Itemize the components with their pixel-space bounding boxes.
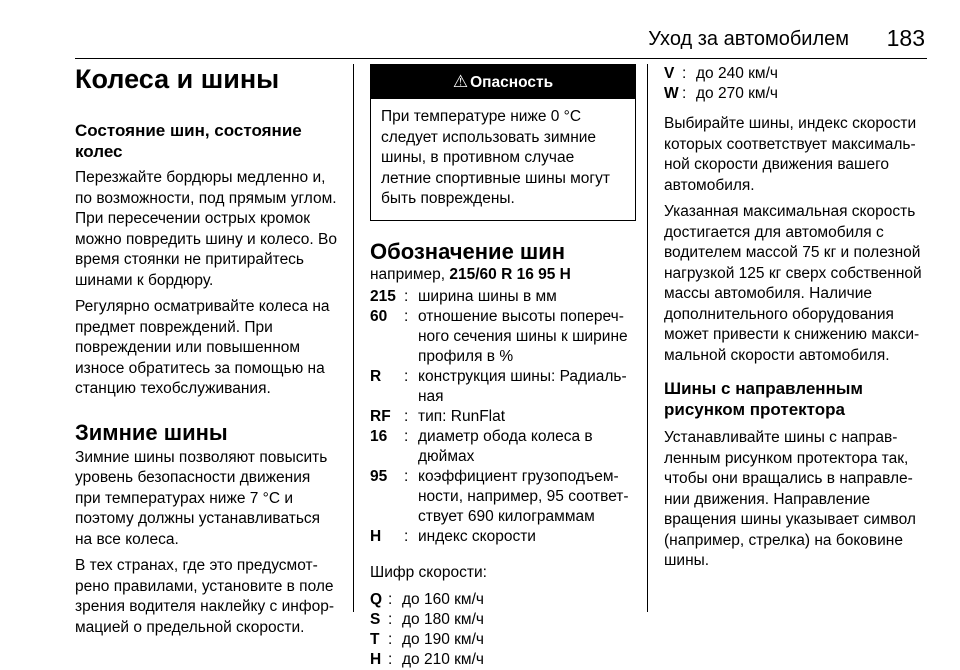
speed-desc: до 270 км/ч — [696, 85, 778, 102]
speed-desc: до 190 км/ч — [402, 630, 484, 648]
example-line — [370, 265, 636, 286]
speed-desc: до 160 км/ч — [402, 590, 484, 608]
designation-row: RF : тип: RunFlat — [370, 407, 636, 427]
speed-key: T — [370, 630, 380, 648]
paragraph-speed-index: Выбирайте шины, индекс скорости которых соответствует максимальной скорости движения вашего автомобиля. — [664, 115, 917, 194]
page-number: 183 — [886, 25, 925, 51]
example-prefix: например, — [370, 265, 450, 283]
paragraph-speed-sticker: В тех странах, где это предусмотрено правилами, установите в поле зрения водителя наклейку с информацией о предельной скорости. — [75, 557, 334, 636]
speed-row: T : до 190 км/ч — [370, 630, 636, 650]
designation-desc: коэффициент грузоподъемности, например, 95 соответствует 690 килограммам — [418, 468, 629, 525]
column-3 — [664, 64, 932, 572]
speed-row: Q : до 160 км/ч — [370, 590, 636, 610]
paragraph-directional-tires: Устанавливайте шины с направленным рисунком протектора так, чтобы они вращались в направлении движения. Направление вращения шины указывает символ (например, стрелка) на боковине шины. — [664, 429, 916, 569]
paragraph-max-speed: Указанная максимальная скорость достигается для автомобиля с водителем массой 75 кг и полезной нагрузкой 125 кг сверх собственной массы автомобиля. Наличие дополнительного оборудования может привести к снижению максимальной скорости автомобиля. — [664, 203, 922, 364]
speed-desc: до 210 км/ч — [402, 650, 484, 668]
designation-row: 215 : ширина шины в мм — [370, 287, 636, 307]
designation-key: RF — [370, 408, 391, 425]
paragraph-winter-tires: Зимние шины позволяют повысить уровень безопасности движения при температурах ниже 7 °C и поэтому должны устанавливаться на все колеса. — [75, 448, 328, 548]
warning-title: Опасность — [470, 74, 554, 91]
speed-row: V : до 240 км/ч — [664, 64, 932, 84]
example-code: 215/60 R 16 95 H — [449, 265, 571, 283]
designation-desc: ширина шины в мм — [418, 288, 557, 305]
speed-key: H — [370, 650, 382, 668]
speed-key: Q — [370, 590, 383, 608]
designation-desc: конструкция шины: Радиальная — [418, 368, 627, 405]
speed-key: V — [664, 65, 675, 82]
designation-desc: индекс скорости — [418, 528, 536, 545]
designation-row: 60 : отношение высоты поперечного сечения шины к ширине профиля в % — [370, 307, 636, 367]
speed-row: S : до 180 км/ч — [370, 610, 636, 630]
speed-code-intro: Шифр скорости: — [370, 564, 487, 581]
designation-list — [370, 287, 636, 547]
section-title: Уход за автомобилем — [648, 28, 849, 50]
designation-row: 16 : диаметр обода колеса в дюймах — [370, 427, 636, 467]
subheading-directional-tires: Шины с направленным рисунком протектора — [664, 379, 863, 419]
designation-desc: диаметр обода колеса в дюймах — [418, 428, 593, 465]
heading-tire-designation: Обозначение шин — [370, 238, 566, 264]
designation-key: R — [370, 368, 382, 385]
speed-row: H : до 210 км/ч — [370, 650, 636, 670]
designation-row: H : индекс скорости — [370, 527, 636, 547]
column-2 — [370, 64, 636, 670]
column-divider-1 — [353, 64, 354, 612]
speed-desc: до 240 км/ч — [696, 65, 778, 82]
warning-header — [371, 65, 635, 99]
designation-key: 16 — [370, 428, 388, 445]
designation-key: 95 — [370, 468, 388, 485]
column-1 — [75, 64, 340, 638]
designation-key: 60 — [370, 308, 388, 325]
designation-desc: отношение высоты поперечного сечения шины к ширине профиля в % — [418, 308, 628, 365]
designation-key: 215 — [370, 288, 396, 305]
designation-row: R : конструкция шины: Радиальная — [370, 367, 636, 407]
column-divider-2 — [647, 64, 648, 612]
speed-code-list — [370, 590, 636, 670]
speed-key: S — [370, 610, 381, 628]
designation-key: H — [370, 528, 382, 545]
speed-key: W — [664, 85, 679, 102]
paragraph-curbs: Перезжайте бордюры медленно и, по возможности, под прямым углом. При пересечении острых кромок можно повредить шину и колесо. Во время стоянки не притирайтесь шинами к бордюру. — [75, 169, 337, 289]
speed-desc: до 180 км/ч — [402, 610, 484, 628]
page-header — [75, 22, 927, 59]
heading-winter-tires: Зимние шины — [75, 419, 228, 445]
designation-row: 95 : коэффициент грузоподъемности, например, 95 соответствует 690 килограммам — [370, 467, 636, 527]
designation-desc: тип: RunFlat — [418, 408, 506, 425]
warning-text: При температуре ниже 0 °C следует использовать зимние шины, в противном случае летние спортивные шины могут быть повреждены. — [381, 108, 610, 207]
speed-code-list-cont — [664, 64, 932, 104]
warning-triangle-icon: ⚠ — [452, 72, 469, 91]
chapter-title: Колеса и шины — [75, 64, 280, 94]
warning-box — [370, 64, 636, 221]
subheading-tire-condition: Состояние шин, состояние колес — [75, 121, 302, 161]
paragraph-inspection: Регулярно осматривайте колеса на предмет повреждений. При повреждении или повышенном износе обратитесь за помощью на станцию техобслуживания. — [75, 298, 330, 397]
speed-row: W : до 270 км/ч — [664, 84, 932, 104]
